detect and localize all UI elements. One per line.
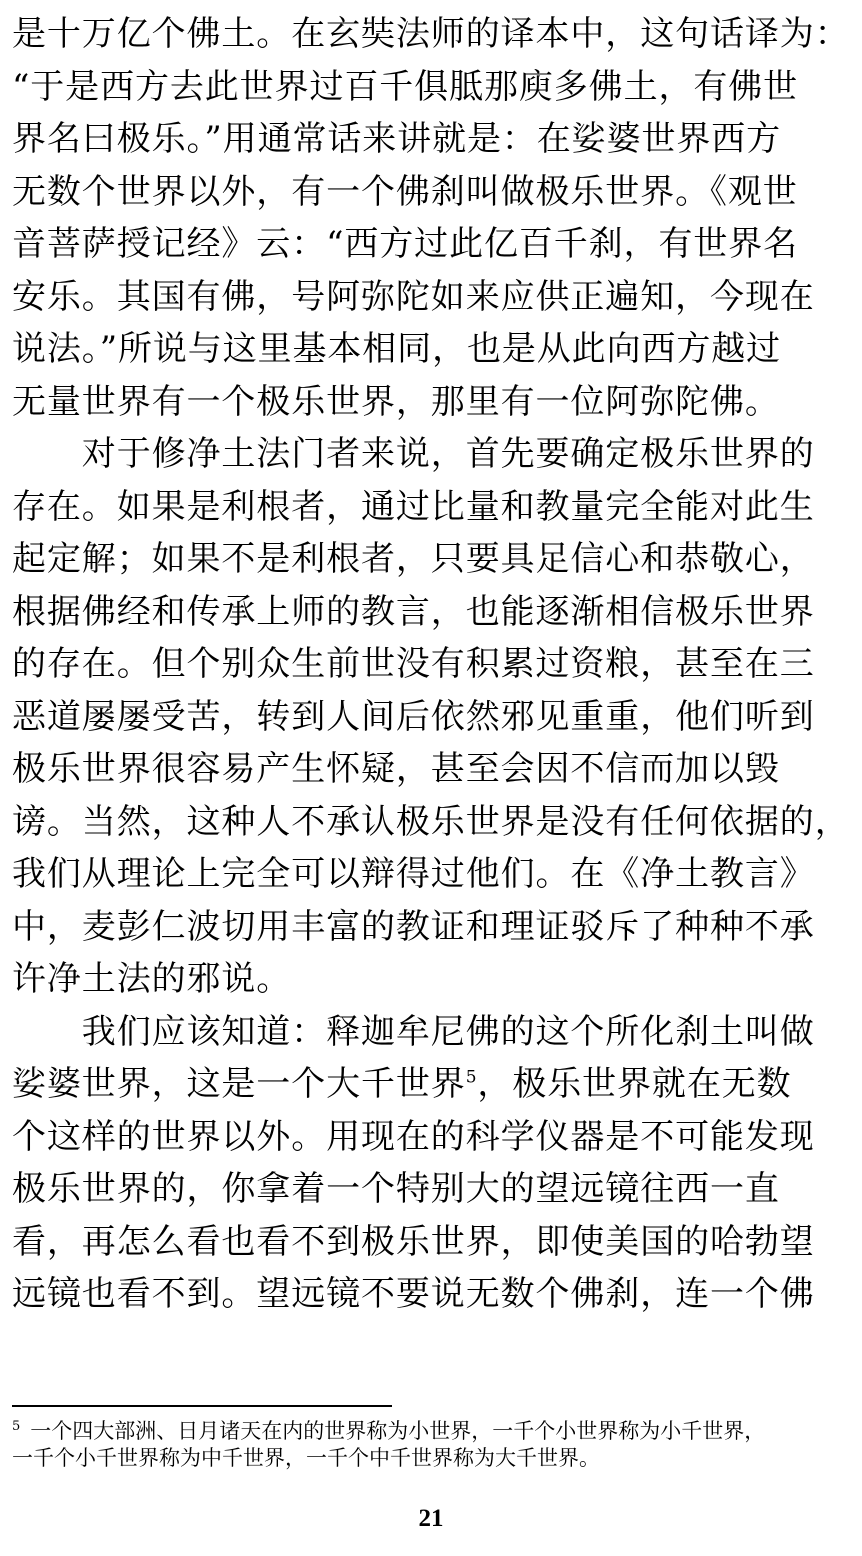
footnote-text-2: 一千个小千世界称为中千世界，一千个中千世界称为大千世界。 xyxy=(12,1446,600,1470)
text-line-content: 对于修净土法门者来说，首先要确定极乐世界的 xyxy=(12,434,815,474)
text-line-content: 无数个世界以外，有一个佛刹叫做极乐世界。《观世 xyxy=(12,171,798,212)
text-line xyxy=(12,166,854,219)
text-line xyxy=(12,901,854,954)
text-line xyxy=(12,1058,854,1111)
text-line-content: 说法。”所说与这里基本相同，也是从此向西方越过 xyxy=(12,329,782,369)
footnote-text-1: 一个四大部洲、日月诸天在内的世界称为小世界，一千个小世界称为小千世界， xyxy=(30,1419,766,1443)
text-line xyxy=(12,428,854,481)
text-line xyxy=(12,1268,854,1321)
footnote-rule xyxy=(12,1405,392,1407)
text-line-content: 根据佛经和传承上师的教言，也能逐渐相信极乐世界 xyxy=(12,591,815,632)
text-line xyxy=(12,638,854,691)
page-number: 21 xyxy=(418,1505,444,1532)
footnote-line-2 xyxy=(12,1445,857,1472)
text-line-content: 谤。当然，这种人不承认极乐世界是没有任何依据的， xyxy=(12,801,850,842)
text-line xyxy=(12,271,854,324)
text-line xyxy=(12,533,854,586)
text-line xyxy=(12,61,854,114)
text-line-content: 许净土法的邪说。 xyxy=(12,959,292,999)
text-line xyxy=(12,1006,854,1059)
text-line xyxy=(12,796,854,849)
body-text xyxy=(12,8,854,1321)
text-line xyxy=(12,1163,854,1216)
text-line xyxy=(12,376,854,429)
text-line-content: 极乐世界的，你拿着一个特别大的望远镜往西一直 xyxy=(12,1169,780,1209)
text-line-content: 恶道屡屡受苦，转到人间后依然邪见重重，他们听到 xyxy=(12,696,815,737)
text-line xyxy=(12,8,854,61)
text-line-content: “于是西方去此世界过百千俱胝那庾多佛土，有佛世 xyxy=(12,66,799,107)
text-line xyxy=(12,1111,854,1164)
text-line-content: 安乐。其国有佛，号阿弥陀如来应供正遍知，今现在 xyxy=(12,276,815,317)
text-line xyxy=(12,1216,854,1269)
text-line xyxy=(12,113,854,166)
text-line-content: 音菩萨授记经》云：“西方过此亿百千刹，有世界名 xyxy=(12,224,799,264)
text-line xyxy=(12,691,854,744)
text-line-content: 远镜也看不到。望远镜不要说无数个佛刹，连一个佛 xyxy=(12,1274,815,1314)
text-line-content: 起定解；如果不是利根者，只要具足信心和恭敬心， xyxy=(12,539,815,579)
footnote-reference: 5 xyxy=(465,1067,478,1088)
text-line xyxy=(12,481,854,534)
footnote-line-1 xyxy=(12,1418,857,1445)
text-line-content-after-ref: ，极乐世界就在无数 xyxy=(477,1064,792,1104)
text-line-content: 是十万亿个佛土。在玄奘法师的译本中，这句话译为： xyxy=(12,14,850,54)
text-line xyxy=(12,953,854,1006)
text-line-content: 无量世界有一个极乐世界，那里有一位阿弥陀佛。 xyxy=(12,381,780,422)
text-line-content: 我们应该知道：释迦牟尼佛的这个所化刹土叫做 xyxy=(12,1011,815,1052)
text-line xyxy=(12,848,854,901)
text-line xyxy=(12,218,854,271)
text-line-content: 界名曰极乐。”用通常话来讲就是：在娑婆世界西方 xyxy=(12,119,782,159)
text-line xyxy=(12,323,854,376)
text-line-content: 个这样的世界以外。用现在的科学仪器是不可能发现 xyxy=(12,1116,815,1157)
text-line-content: 中，麦彭仁波切用丰富的教证和理证驳斥了种种不承 xyxy=(12,906,815,947)
text-line-content: 存在。如果是利根者，通过比量和教量完全能对此生 xyxy=(12,486,815,527)
text-line-content: 的存在。但个别众生前世没有积累过资粮，甚至在三 xyxy=(12,644,815,684)
text-line-content: 看，再怎么看也看不到极乐世界，即使美国的哈勃望 xyxy=(12,1221,815,1262)
text-line xyxy=(12,586,854,639)
text-line-content: 我们从理论上完全可以辩得过他们。在《净土教言》 xyxy=(12,854,815,894)
text-line xyxy=(12,743,854,796)
text-line-content: 娑婆世界，这是一个大千世界 xyxy=(12,1064,466,1104)
footnotes xyxy=(12,1418,857,1472)
footnote-number: 5 xyxy=(12,1419,21,1434)
text-line-content: 极乐世界很容易产生怀疑，甚至会因不信而加以毁 xyxy=(12,749,780,789)
